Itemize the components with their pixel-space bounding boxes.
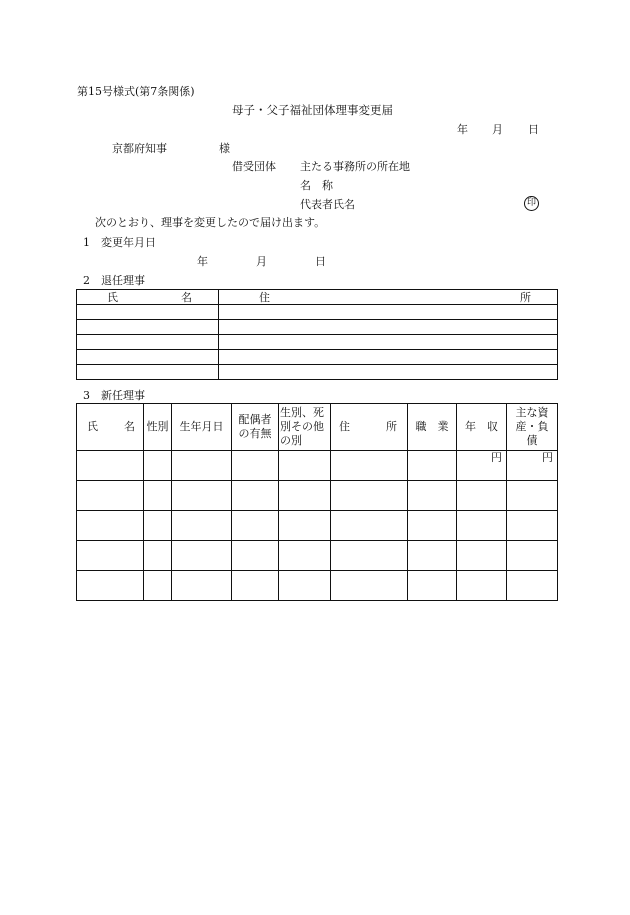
new-address-cell[interactable] (331, 571, 408, 601)
new-name-cell[interactable] (77, 571, 144, 601)
section2-heading: 2 退任理事 (83, 274, 145, 287)
retired-address-cell[interactable] (219, 365, 558, 380)
new-directors-table (76, 403, 558, 601)
retired-address-header-a: 住 (259, 290, 270, 304)
change-date-month-label: 月 (256, 255, 267, 268)
income-cell[interactable] (457, 481, 507, 511)
change-date-year-label: 年 (197, 255, 208, 268)
assets-cell[interactable] (507, 541, 558, 571)
life-status-cell[interactable] (279, 571, 331, 601)
intro-text: 次のとおり、理事を変更したので届け出ます。 (95, 216, 326, 229)
seal-icon: 印 (524, 196, 539, 211)
table-row (77, 541, 558, 571)
date-month-label: 月 (492, 123, 503, 136)
birth-date-header: 生年月日 (172, 404, 232, 451)
form-title: 母子・父子福祉団体理事変更届 (232, 103, 393, 117)
retired-header-row (77, 290, 558, 305)
life-status-cell[interactable] (279, 541, 331, 571)
organization-name-label: 名 称 (300, 179, 333, 192)
new-address-cell[interactable] (331, 541, 408, 571)
retired-name-cell[interactable] (77, 305, 219, 320)
spouse-cell[interactable] (232, 571, 279, 601)
addressee-name: 京都府知事 (112, 142, 167, 155)
sex-cell[interactable] (144, 571, 172, 601)
borrower-label: 借受団体 (232, 160, 276, 173)
new-address-cell[interactable] (331, 511, 408, 541)
table-row (77, 571, 558, 601)
retired-address-cell[interactable] (219, 335, 558, 350)
table-row (77, 335, 558, 350)
income-cell[interactable] (457, 541, 507, 571)
income-cell[interactable] (457, 511, 507, 541)
addressee-honorific: 様 (219, 142, 230, 155)
spouse-cell[interactable] (232, 481, 279, 511)
birth-date-cell[interactable] (172, 481, 232, 511)
new-name-cell[interactable] (77, 541, 144, 571)
life-status-cell[interactable] (279, 481, 331, 511)
assets-cell[interactable] (507, 571, 558, 601)
new-name-header-a: 氏 (87, 420, 98, 433)
table-row (77, 365, 558, 380)
spouse-cell[interactable] (232, 541, 279, 571)
change-date-day-label: 日 (315, 255, 326, 268)
occupation-cell[interactable] (408, 451, 457, 481)
sex-header: 性別 (144, 404, 172, 451)
birth-date-cell[interactable] (172, 451, 232, 481)
assets-cell[interactable] (507, 451, 558, 481)
retired-name-header-b: 名 (181, 290, 192, 304)
occupation-cell[interactable] (408, 511, 457, 541)
income-unit: 円 (491, 451, 502, 464)
retired-name-cell[interactable] (77, 335, 219, 350)
new-address-header-b: 所 (386, 420, 397, 433)
table-row (77, 305, 558, 320)
occupation-cell[interactable] (408, 481, 457, 511)
sex-cell[interactable] (144, 541, 172, 571)
sex-cell[interactable] (144, 451, 172, 481)
date-year-label: 年 (457, 123, 468, 136)
date-day-label: 日 (528, 123, 539, 136)
retired-address-cell[interactable] (219, 320, 558, 335)
occupation-cell[interactable] (408, 571, 457, 601)
retired-name-cell[interactable] (77, 320, 219, 335)
retired-address-header-b: 所 (520, 290, 531, 304)
life-status-cell[interactable] (279, 451, 331, 481)
retired-address-header (219, 290, 558, 305)
spouse-header: 配偶者の有無 (232, 404, 279, 451)
table-row (77, 350, 558, 365)
retired-address-cell[interactable] (219, 305, 558, 320)
office-address-label: 主たる事務所の所在地 (300, 160, 410, 173)
table-row (77, 320, 558, 335)
retired-name-header (77, 290, 219, 305)
section1-heading: 1 変更年月日 (83, 236, 156, 249)
life-status-cell[interactable] (279, 511, 331, 541)
life-status-header: 生別、死別その他の別 (279, 404, 331, 451)
new-address-cell[interactable] (331, 481, 408, 511)
new-address-cell[interactable] (331, 451, 408, 481)
birth-date-cell[interactable] (172, 571, 232, 601)
birth-date-cell[interactable] (172, 541, 232, 571)
sex-cell[interactable] (144, 481, 172, 511)
new-name-cell[interactable] (77, 481, 144, 511)
new-address-header-a: 住 (339, 420, 350, 433)
occupation-cell[interactable] (408, 541, 457, 571)
retired-name-cell[interactable] (77, 350, 219, 365)
retired-name-header-a: 氏 (107, 290, 118, 304)
income-cell[interactable] (457, 571, 507, 601)
retired-directors-table (76, 289, 558, 380)
new-name-header (77, 404, 144, 451)
birth-date-cell[interactable] (172, 511, 232, 541)
table-row (77, 511, 558, 541)
new-name-cell[interactable] (77, 511, 144, 541)
representative-name-label: 代表者氏名 (300, 198, 355, 211)
retired-address-cell[interactable] (219, 350, 558, 365)
section3-heading: 3 新任理事 (83, 389, 145, 402)
new-name-cell[interactable] (77, 451, 144, 481)
table-row (77, 481, 558, 511)
form-number: 第15号様式(第7条関係) (77, 85, 195, 98)
occupation-header: 職 業 (408, 404, 457, 451)
spouse-cell[interactable] (232, 511, 279, 541)
spouse-cell[interactable] (232, 451, 279, 481)
sex-cell[interactable] (144, 511, 172, 541)
assets-cell[interactable] (507, 511, 558, 541)
retired-name-cell[interactable] (77, 365, 219, 380)
assets-unit: 円 (542, 451, 553, 464)
table-row (77, 451, 558, 481)
new-header-row (77, 404, 558, 451)
new-address-header (331, 404, 408, 451)
income-header: 年 収 (457, 404, 507, 451)
income-cell[interactable] (457, 451, 507, 481)
assets-cell[interactable] (507, 481, 558, 511)
assets-header: 主な資産・負債 (507, 404, 558, 451)
new-name-header-b: 名 (124, 420, 135, 433)
